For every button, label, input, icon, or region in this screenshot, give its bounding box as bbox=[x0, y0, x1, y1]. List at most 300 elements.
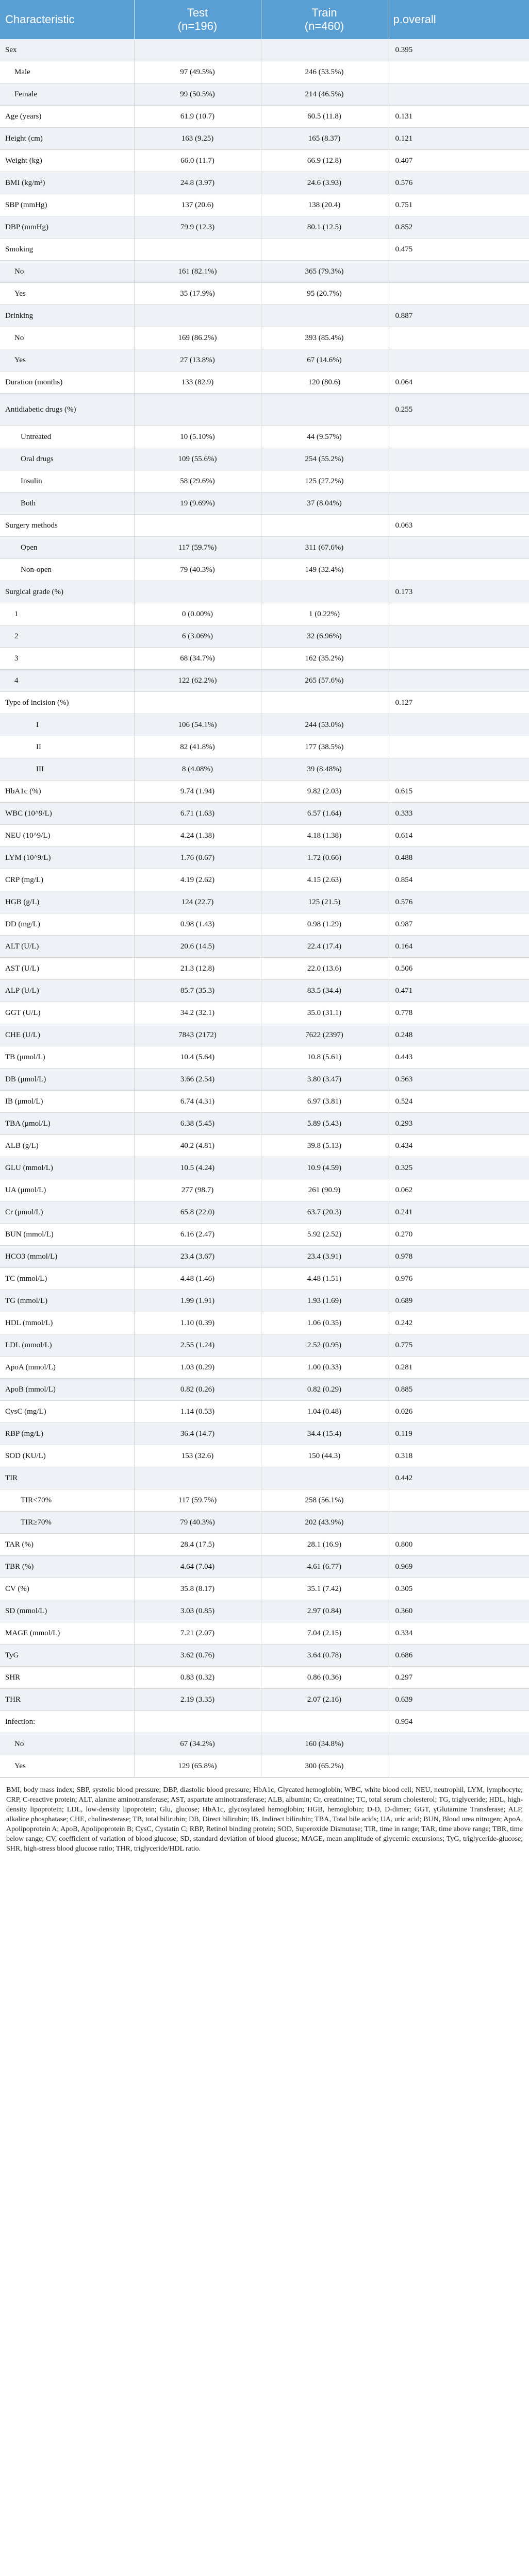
table-row bbox=[0, 194, 529, 216]
table-row bbox=[0, 83, 529, 106]
cell-p-overall: 0.506 bbox=[388, 958, 529, 980]
cell-test: 0 (0.00%) bbox=[134, 603, 261, 625]
header-test-label: Test (n=196) bbox=[177, 6, 218, 32]
cell-characteristic: Untreated bbox=[0, 426, 134, 448]
table-row bbox=[0, 261, 529, 283]
cell-characteristic: DBP (mmHg) bbox=[0, 216, 134, 239]
table-row bbox=[0, 1755, 529, 1777]
table-row bbox=[0, 1135, 529, 1157]
cell-characteristic: SOD (KU/L) bbox=[0, 1445, 134, 1467]
cell-p-overall bbox=[388, 603, 529, 625]
cell-train: 244 (53.0%) bbox=[261, 714, 388, 736]
cell-train: 34.4 (15.4) bbox=[261, 1423, 388, 1445]
table-row bbox=[0, 1401, 529, 1423]
cell-p-overall: 0.576 bbox=[388, 172, 529, 194]
table-row bbox=[0, 1467, 529, 1489]
cell-train bbox=[261, 692, 388, 714]
cell-characteristic: Type of incision (%) bbox=[0, 692, 134, 714]
table-row bbox=[0, 1024, 529, 1046]
table-row bbox=[0, 1733, 529, 1755]
cell-characteristic: GGT (U/L) bbox=[0, 1002, 134, 1024]
cell-train bbox=[261, 581, 388, 603]
cell-test: 21.3 (12.8) bbox=[134, 958, 261, 980]
cell-train: 0.98 (1.29) bbox=[261, 913, 388, 936]
cell-p-overall: 0.475 bbox=[388, 239, 529, 261]
cell-test: 35 (17.9%) bbox=[134, 283, 261, 305]
cell-p-overall: 0.563 bbox=[388, 1069, 529, 1091]
cell-train: 254 (55.2%) bbox=[261, 448, 388, 470]
cell-p-overall: 0.854 bbox=[388, 869, 529, 891]
table-row bbox=[0, 1002, 529, 1024]
cell-train bbox=[261, 515, 388, 537]
cell-p-overall bbox=[388, 1489, 529, 1512]
cell-characteristic: ALP (U/L) bbox=[0, 980, 134, 1002]
cell-characteristic: No bbox=[0, 261, 134, 283]
cell-p-overall: 0.121 bbox=[388, 128, 529, 150]
cell-p-overall: 0.976 bbox=[388, 1268, 529, 1290]
cell-test bbox=[134, 305, 261, 327]
cell-characteristic: CHE (U/L) bbox=[0, 1024, 134, 1046]
cell-test: 169 (86.2%) bbox=[134, 327, 261, 349]
table-row bbox=[0, 1201, 529, 1224]
cell-characteristic: AST (U/L) bbox=[0, 958, 134, 980]
cell-p-overall: 0.026 bbox=[388, 1401, 529, 1423]
table-row bbox=[0, 581, 529, 603]
cell-p-overall: 0.063 bbox=[388, 515, 529, 537]
table-row bbox=[0, 1667, 529, 1689]
cell-test: 1.14 (0.53) bbox=[134, 1401, 261, 1423]
table-row bbox=[0, 216, 529, 239]
cell-train: 261 (90.9) bbox=[261, 1179, 388, 1201]
cell-test: 66.0 (11.7) bbox=[134, 150, 261, 172]
cell-p-overall: 0.305 bbox=[388, 1578, 529, 1600]
table-row bbox=[0, 980, 529, 1002]
cell-characteristic: ApoB (mmol/L) bbox=[0, 1379, 134, 1401]
cell-characteristic: TC (mmol/L) bbox=[0, 1268, 134, 1290]
cell-characteristic: CRP (mg/L) bbox=[0, 869, 134, 891]
cell-p-overall: 0.164 bbox=[388, 936, 529, 958]
cell-train bbox=[261, 239, 388, 261]
cell-p-overall: 0.407 bbox=[388, 150, 529, 172]
cell-test: 9.74 (1.94) bbox=[134, 781, 261, 803]
table-row bbox=[0, 1534, 529, 1556]
cell-p-overall: 0.954 bbox=[388, 1711, 529, 1733]
cell-characteristic: Cr (μmol/L) bbox=[0, 1201, 134, 1224]
cell-test: 1.76 (0.67) bbox=[134, 847, 261, 869]
cell-train: 39 (8.48%) bbox=[261, 758, 388, 781]
cell-characteristic: II bbox=[0, 736, 134, 758]
cell-train: 1.72 (0.66) bbox=[261, 847, 388, 869]
header-test bbox=[134, 0, 261, 39]
table-footnote: BMI, body mass index; SBP, systolic blood pressure; DBP, diastolic blood pressure; HbA1c, Glycated hemoglobin; WBC, white blood cell; NEU, neutrophil, LYM, lymphocyte; CRP, C-reactive protein; ALT, alanine aminotransferase; AST, aspartate aminotransferase; ALB, albumin; Cr, creatinine; TC, total serum cholesterol; TG, triglyceride; HDL, high-density lipoprotein; LDL, low-density lipoprotein; Glu, glucose; HbA1c, glycosylated hemoglobin; HGB, hemoglobin; D-D, D-dimer; GGT, γGlutamine Transferase; ALP, alkaline phosphatase; CHE, cholinesterase; TB, total bilirubin; DB, Direct bilirubin; IB, Indirect bilirubin; TBA, Total bile acids; UA, uric acid; BUN, Blood urea nitrogen; ApoA, Apolipoprotein A; ApoB, Apolipoprotein B; CysC, Cystatin C; RBP, Retinol binding protein; SOD, Superoxide Dismutase; TIR, time in range; TAR, time above range; TBR, time below range; CV, coefficient of variation of blood glucose; SD, standard deviation of blood glucose; MAGE, mean amplitude of glycemic excursions; TyG, triglyceride-glucose; SHR, high-stress blood glucose ratio; THR, triglyceride/HDL ratio. bbox=[0, 1777, 529, 1859]
table-row bbox=[0, 39, 529, 61]
table-header bbox=[0, 0, 529, 39]
cell-p-overall bbox=[388, 493, 529, 515]
cell-train bbox=[261, 305, 388, 327]
cell-p-overall: 0.333 bbox=[388, 803, 529, 825]
cell-characteristic: ALB (g/L) bbox=[0, 1135, 134, 1157]
cell-test: 161 (82.1%) bbox=[134, 261, 261, 283]
cell-train: 149 (32.4%) bbox=[261, 559, 388, 581]
cell-train: 4.61 (6.77) bbox=[261, 1556, 388, 1578]
cell-test bbox=[134, 692, 261, 714]
cell-characteristic: CV (%) bbox=[0, 1578, 134, 1600]
cell-train: 365 (79.3%) bbox=[261, 261, 388, 283]
cell-train: 300 (65.2%) bbox=[261, 1755, 388, 1777]
cell-test: 97 (49.5%) bbox=[134, 61, 261, 83]
cell-p-overall: 0.255 bbox=[388, 394, 529, 426]
table-row bbox=[0, 150, 529, 172]
table-row bbox=[0, 305, 529, 327]
cell-characteristic: Smoking bbox=[0, 239, 134, 261]
cell-train: 6.57 (1.64) bbox=[261, 803, 388, 825]
cell-test: 1.03 (0.29) bbox=[134, 1357, 261, 1379]
cell-train: 60.5 (11.8) bbox=[261, 106, 388, 128]
cell-test: 0.82 (0.26) bbox=[134, 1379, 261, 1401]
cell-test: 0.98 (1.43) bbox=[134, 913, 261, 936]
cell-train: 1.04 (0.48) bbox=[261, 1401, 388, 1423]
cell-characteristic: Both bbox=[0, 493, 134, 515]
cell-train: 265 (57.6%) bbox=[261, 670, 388, 692]
cell-p-overall bbox=[388, 83, 529, 106]
cell-p-overall: 0.639 bbox=[388, 1689, 529, 1711]
table-row bbox=[0, 1113, 529, 1135]
cell-p-overall bbox=[388, 426, 529, 448]
cell-train: 39.8 (5.13) bbox=[261, 1135, 388, 1157]
table-row bbox=[0, 1246, 529, 1268]
cell-train bbox=[261, 1711, 388, 1733]
cell-test: 6.38 (5.45) bbox=[134, 1113, 261, 1135]
cell-train: 22.4 (17.4) bbox=[261, 936, 388, 958]
cell-test: 153 (32.6) bbox=[134, 1445, 261, 1467]
cell-train: 3.80 (3.47) bbox=[261, 1069, 388, 1091]
cell-characteristic: Drinking bbox=[0, 305, 134, 327]
cell-train: 63.7 (20.3) bbox=[261, 1201, 388, 1224]
cell-characteristic: 3 bbox=[0, 648, 134, 670]
cell-train: 9.82 (2.03) bbox=[261, 781, 388, 803]
table-row bbox=[0, 371, 529, 394]
cell-characteristic: TBA (μmol/L) bbox=[0, 1113, 134, 1135]
cell-p-overall: 0.614 bbox=[388, 825, 529, 847]
cell-characteristic: Infection: bbox=[0, 1711, 134, 1733]
table-body bbox=[0, 39, 529, 1777]
cell-characteristic: HDL (mmol/L) bbox=[0, 1312, 134, 1334]
cell-test: 40.2 (4.81) bbox=[134, 1135, 261, 1157]
cell-p-overall bbox=[388, 349, 529, 371]
table-row bbox=[0, 1334, 529, 1357]
cell-characteristic: Yes bbox=[0, 1755, 134, 1777]
cell-p-overall bbox=[388, 283, 529, 305]
cell-p-overall: 0.395 bbox=[388, 39, 529, 61]
table-row bbox=[0, 625, 529, 648]
cell-train: 162 (35.2%) bbox=[261, 648, 388, 670]
cell-characteristic: TIR<70% bbox=[0, 1489, 134, 1512]
cell-p-overall: 0.325 bbox=[388, 1157, 529, 1179]
cell-p-overall bbox=[388, 537, 529, 559]
cell-test: 4.19 (2.62) bbox=[134, 869, 261, 891]
table-row bbox=[0, 61, 529, 83]
table-row bbox=[0, 869, 529, 891]
table-row bbox=[0, 670, 529, 692]
header-characteristic: Characteristic bbox=[0, 0, 134, 39]
table-row bbox=[0, 958, 529, 980]
cell-test: 6.16 (2.47) bbox=[134, 1224, 261, 1246]
table-row bbox=[0, 537, 529, 559]
cell-test: 3.62 (0.76) bbox=[134, 1645, 261, 1667]
table-row bbox=[0, 1091, 529, 1113]
cell-characteristic: Yes bbox=[0, 349, 134, 371]
table-row bbox=[0, 1069, 529, 1091]
cell-test: 4.48 (1.46) bbox=[134, 1268, 261, 1290]
cell-train: 2.97 (0.84) bbox=[261, 1600, 388, 1622]
table-row bbox=[0, 172, 529, 194]
cell-test bbox=[134, 39, 261, 61]
cell-characteristic: Insulin bbox=[0, 470, 134, 493]
cell-characteristic: Yes bbox=[0, 283, 134, 305]
cell-p-overall: 0.173 bbox=[388, 581, 529, 603]
cell-test: 117 (59.7%) bbox=[134, 537, 261, 559]
table-row bbox=[0, 106, 529, 128]
cell-train: 35.0 (31.1) bbox=[261, 1002, 388, 1024]
cell-p-overall: 0.297 bbox=[388, 1667, 529, 1689]
cell-test: 124 (22.7) bbox=[134, 891, 261, 913]
table-row bbox=[0, 515, 529, 537]
table-row bbox=[0, 1711, 529, 1733]
cell-p-overall: 0.242 bbox=[388, 1312, 529, 1334]
table-row bbox=[0, 1157, 529, 1179]
cell-test: 8 (4.08%) bbox=[134, 758, 261, 781]
cell-test: 4.24 (1.38) bbox=[134, 825, 261, 847]
cell-train: 0.82 (0.29) bbox=[261, 1379, 388, 1401]
cell-characteristic: GLU (mmol/L) bbox=[0, 1157, 134, 1179]
cell-p-overall bbox=[388, 648, 529, 670]
cell-test bbox=[134, 581, 261, 603]
cell-p-overall: 0.334 bbox=[388, 1622, 529, 1645]
cell-test: 65.8 (22.0) bbox=[134, 1201, 261, 1224]
cell-train: 214 (46.5%) bbox=[261, 83, 388, 106]
table-row bbox=[0, 1689, 529, 1711]
cell-test: 133 (82.9) bbox=[134, 371, 261, 394]
cell-train bbox=[261, 1467, 388, 1489]
cell-test: 106 (54.1%) bbox=[134, 714, 261, 736]
cell-characteristic: I bbox=[0, 714, 134, 736]
cell-p-overall: 0.524 bbox=[388, 1091, 529, 1113]
cell-train: 22.0 (13.6) bbox=[261, 958, 388, 980]
cell-test: 20.6 (14.5) bbox=[134, 936, 261, 958]
cell-train: 165 (8.37) bbox=[261, 128, 388, 150]
cell-p-overall: 0.775 bbox=[388, 1334, 529, 1357]
cell-characteristic: Surgical grade (%) bbox=[0, 581, 134, 603]
cell-train: 66.9 (12.8) bbox=[261, 150, 388, 172]
cell-test: 3.66 (2.54) bbox=[134, 1069, 261, 1091]
cell-test: 4.64 (7.04) bbox=[134, 1556, 261, 1578]
cell-train: 10.8 (5.61) bbox=[261, 1046, 388, 1069]
cell-characteristic: TB (μmol/L) bbox=[0, 1046, 134, 1069]
cell-test: 7843 (2172) bbox=[134, 1024, 261, 1046]
cell-train: 4.18 (1.38) bbox=[261, 825, 388, 847]
cell-characteristic: BUN (mmol/L) bbox=[0, 1224, 134, 1246]
cell-test: 99 (50.5%) bbox=[134, 83, 261, 106]
cell-train: 44 (9.57%) bbox=[261, 426, 388, 448]
cell-train: 83.5 (34.4) bbox=[261, 980, 388, 1002]
cell-characteristic: Surgery methods bbox=[0, 515, 134, 537]
cell-characteristic: HCO3 (mmol/L) bbox=[0, 1246, 134, 1268]
cell-test: 10 (5.10%) bbox=[134, 426, 261, 448]
cell-characteristic: CysC (mg/L) bbox=[0, 1401, 134, 1423]
table-row bbox=[0, 239, 529, 261]
cell-p-overall: 0.248 bbox=[388, 1024, 529, 1046]
cell-train: 32 (6.96%) bbox=[261, 625, 388, 648]
table-row bbox=[0, 1556, 529, 1578]
cell-p-overall bbox=[388, 261, 529, 283]
cell-train: 202 (43.9%) bbox=[261, 1512, 388, 1534]
cell-train: 258 (56.1%) bbox=[261, 1489, 388, 1512]
cell-test: 67 (34.2%) bbox=[134, 1733, 261, 1755]
cell-train: 1.93 (1.69) bbox=[261, 1290, 388, 1312]
cell-characteristic: IB (μmol/L) bbox=[0, 1091, 134, 1113]
cell-test: 61.9 (10.7) bbox=[134, 106, 261, 128]
cell-train: 37 (8.04%) bbox=[261, 493, 388, 515]
cell-characteristic: TIR≥70% bbox=[0, 1512, 134, 1534]
header-train-label: Train (n=460) bbox=[304, 6, 344, 32]
cell-characteristic: No bbox=[0, 327, 134, 349]
cell-train: 95 (20.7%) bbox=[261, 283, 388, 305]
cell-characteristic: SHR bbox=[0, 1667, 134, 1689]
cell-test: 36.4 (14.7) bbox=[134, 1423, 261, 1445]
cell-test: 10.5 (4.24) bbox=[134, 1157, 261, 1179]
cell-characteristic: DD (mg/L) bbox=[0, 913, 134, 936]
cell-train: 28.1 (16.9) bbox=[261, 1534, 388, 1556]
cell-train: 7622 (2397) bbox=[261, 1024, 388, 1046]
cell-p-overall: 0.852 bbox=[388, 216, 529, 239]
cell-characteristic: TG (mmol/L) bbox=[0, 1290, 134, 1312]
table-row bbox=[0, 825, 529, 847]
cell-test: 122 (62.2%) bbox=[134, 670, 261, 692]
cell-p-overall bbox=[388, 670, 529, 692]
cell-test: 117 (59.7%) bbox=[134, 1489, 261, 1512]
cell-p-overall: 0.131 bbox=[388, 106, 529, 128]
cell-test: 68 (34.7%) bbox=[134, 648, 261, 670]
cell-test bbox=[134, 1467, 261, 1489]
cell-train: 311 (67.6%) bbox=[261, 537, 388, 559]
cell-train: 6.97 (3.81) bbox=[261, 1091, 388, 1113]
cell-p-overall: 0.615 bbox=[388, 781, 529, 803]
cell-test: 34.2 (32.1) bbox=[134, 1002, 261, 1024]
table-row bbox=[0, 1600, 529, 1622]
table-row bbox=[0, 847, 529, 869]
header-train bbox=[261, 0, 388, 39]
cell-p-overall bbox=[388, 714, 529, 736]
cell-p-overall: 0.778 bbox=[388, 1002, 529, 1024]
table-row bbox=[0, 1312, 529, 1334]
table-row bbox=[0, 913, 529, 936]
cell-characteristic: MAGE (mmol/L) bbox=[0, 1622, 134, 1645]
cell-characteristic: TyG bbox=[0, 1645, 134, 1667]
cell-test: 23.4 (3.67) bbox=[134, 1246, 261, 1268]
table-row bbox=[0, 1445, 529, 1467]
cell-characteristic: Age (years) bbox=[0, 106, 134, 128]
cell-p-overall: 0.978 bbox=[388, 1246, 529, 1268]
cell-train bbox=[261, 39, 388, 61]
cell-characteristic: 4 bbox=[0, 670, 134, 692]
cell-p-overall: 0.488 bbox=[388, 847, 529, 869]
cell-test: 2.55 (1.24) bbox=[134, 1334, 261, 1357]
cell-test: 6.74 (4.31) bbox=[134, 1091, 261, 1113]
table-row bbox=[0, 1224, 529, 1246]
table-row bbox=[0, 349, 529, 371]
cell-test: 82 (41.8%) bbox=[134, 736, 261, 758]
cell-train: 150 (44.3) bbox=[261, 1445, 388, 1467]
cell-p-overall: 0.062 bbox=[388, 1179, 529, 1201]
cell-p-overall: 0.442 bbox=[388, 1467, 529, 1489]
cell-train: 246 (53.5%) bbox=[261, 61, 388, 83]
header-p-overall: p.overall bbox=[388, 0, 529, 39]
cell-p-overall bbox=[388, 758, 529, 781]
cell-p-overall: 0.576 bbox=[388, 891, 529, 913]
cell-train bbox=[261, 394, 388, 426]
cell-characteristic: TBR (%) bbox=[0, 1556, 134, 1578]
cell-characteristic: Non-open bbox=[0, 559, 134, 581]
cell-p-overall bbox=[388, 327, 529, 349]
cell-p-overall bbox=[388, 559, 529, 581]
cell-p-overall: 0.987 bbox=[388, 913, 529, 936]
cell-test bbox=[134, 1711, 261, 1733]
cell-p-overall: 0.751 bbox=[388, 194, 529, 216]
cell-characteristic: Height (cm) bbox=[0, 128, 134, 150]
table-row bbox=[0, 1357, 529, 1379]
cell-test: 109 (55.6%) bbox=[134, 448, 261, 470]
cell-test bbox=[134, 239, 261, 261]
cell-characteristic: HGB (g/L) bbox=[0, 891, 134, 913]
cell-p-overall: 0.241 bbox=[388, 1201, 529, 1224]
cell-p-overall: 0.686 bbox=[388, 1645, 529, 1667]
table-row bbox=[0, 1268, 529, 1290]
cell-p-overall: 0.270 bbox=[388, 1224, 529, 1246]
cell-train: 5.92 (2.52) bbox=[261, 1224, 388, 1246]
cell-train: 4.48 (1.51) bbox=[261, 1268, 388, 1290]
cell-test: 1.99 (1.91) bbox=[134, 1290, 261, 1312]
cell-train: 24.6 (3.93) bbox=[261, 172, 388, 194]
cell-test: 35.8 (8.17) bbox=[134, 1578, 261, 1600]
table-row bbox=[0, 1379, 529, 1401]
cell-characteristic: BMI (kg/m²) bbox=[0, 172, 134, 194]
cell-train: 2.07 (2.16) bbox=[261, 1689, 388, 1711]
cell-test: 2.19 (3.35) bbox=[134, 1689, 261, 1711]
table-row bbox=[0, 394, 529, 426]
table-row bbox=[0, 1179, 529, 1201]
table-row bbox=[0, 648, 529, 670]
header-row bbox=[0, 0, 529, 39]
cell-p-overall: 0.443 bbox=[388, 1046, 529, 1069]
table-row bbox=[0, 1645, 529, 1667]
cell-characteristic: RBP (mg/L) bbox=[0, 1423, 134, 1445]
table-row bbox=[0, 781, 529, 803]
cell-p-overall: 0.064 bbox=[388, 371, 529, 394]
cell-test: 10.4 (5.64) bbox=[134, 1046, 261, 1069]
table-row bbox=[0, 936, 529, 958]
cell-characteristic: Duration (months) bbox=[0, 371, 134, 394]
cell-characteristic: UA (μmol/L) bbox=[0, 1179, 134, 1201]
table-row bbox=[0, 559, 529, 581]
cell-p-overall bbox=[388, 61, 529, 83]
cell-test: 163 (9.25) bbox=[134, 128, 261, 150]
cell-train: 177 (38.5%) bbox=[261, 736, 388, 758]
cell-train: 1 (0.22%) bbox=[261, 603, 388, 625]
cell-test: 6 (3.06%) bbox=[134, 625, 261, 648]
table-row bbox=[0, 736, 529, 758]
cell-characteristic: SD (mmol/L) bbox=[0, 1600, 134, 1622]
cell-p-overall bbox=[388, 736, 529, 758]
